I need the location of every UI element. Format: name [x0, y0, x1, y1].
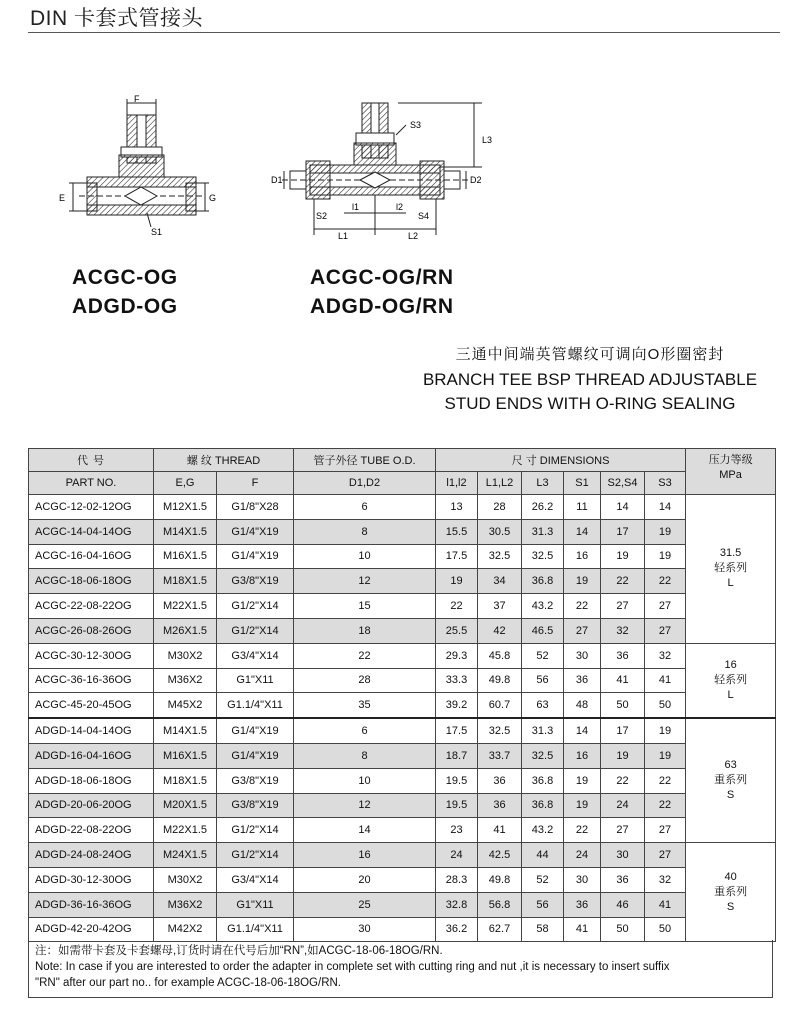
cell-l1l2-small: 17.5: [436, 544, 478, 569]
dim-label-f: F: [134, 95, 140, 104]
header-s1: S1: [564, 472, 601, 495]
cell-thread-eg: M18X1.5: [154, 768, 217, 793]
cell-s2s4: 36: [601, 643, 645, 668]
cell-tube-od: 12: [294, 793, 436, 818]
pressure-rating: 31.5: [719, 547, 742, 560]
cell-thread-f: G1.1/4"X11: [217, 917, 294, 942]
note-english-line1: Note: In case if you are interested to order the adapter in complete set with cutting ring and nut ,it is necessary to insert suffix: [35, 961, 670, 973]
cell-thread-f: G1/4"X19: [217, 743, 294, 768]
table-row: [29, 743, 776, 768]
cell-tube-od: 6: [294, 718, 436, 743]
cell-tube-od: 30: [294, 917, 436, 942]
cell-s1: 19: [564, 768, 601, 793]
cell-s2s4: 22: [601, 768, 645, 793]
cell-tube-od: 15: [294, 594, 436, 619]
cell-s3: 22: [645, 793, 686, 818]
cell-l3: 36.8: [522, 768, 564, 793]
product-code-acgc-og-rn: ACGC-OG/RN: [310, 266, 454, 289]
header-pressure-zh: 压力等级: [708, 454, 753, 466]
pressure-rating: 16: [724, 658, 737, 671]
dim-label-s3: S3: [410, 120, 422, 130]
title-divider: [28, 32, 780, 33]
cell-thread-f: G1.1/4"X11: [217, 693, 294, 718]
cell-l1l2-small: 19.5: [436, 793, 478, 818]
cell-part-no: ADGD-14-04-14OG: [29, 718, 154, 743]
pressure-series-zh: 轻系列: [714, 562, 748, 575]
cell-tube-od: 8: [294, 743, 436, 768]
pressure-rating-group: [686, 495, 776, 644]
cell-s2s4: 17: [601, 718, 645, 743]
cell-s1: 30: [564, 643, 601, 668]
table-row: [29, 843, 776, 868]
dimensions-table: [28, 448, 776, 942]
cell-part-no: ACGC-12-02-12OG: [29, 495, 154, 520]
cell-tube-od: 10: [294, 544, 436, 569]
cell-l1l2: 41: [478, 818, 522, 843]
pressure-rating: 63: [724, 759, 737, 772]
pressure-rating-group: [686, 843, 776, 942]
cell-l1l2: 49.8: [478, 668, 522, 693]
table-row: [29, 718, 776, 743]
cell-part-no: ADGD-16-04-16OG: [29, 743, 154, 768]
cell-l3: 26.2: [522, 495, 564, 520]
pressure-rating-group: [686, 718, 776, 842]
cell-s3: 50: [645, 917, 686, 942]
cell-thread-eg: M30X2: [154, 867, 217, 892]
cell-part-no: ADGD-20-06-20OG: [29, 793, 154, 818]
cell-s3: 27: [645, 594, 686, 619]
cell-l1l2-small: 15.5: [436, 519, 478, 544]
pressure-series: S: [726, 900, 735, 913]
cell-s1: 30: [564, 867, 601, 892]
cell-s1: 16: [564, 743, 601, 768]
cell-l3: 56: [522, 892, 564, 917]
header-code: 代 号: [29, 449, 154, 472]
table-header-row-1: [29, 449, 776, 472]
cell-s3: 19: [645, 544, 686, 569]
cell-s2s4: 50: [601, 693, 645, 718]
cell-l1l2-small: 19: [436, 569, 478, 594]
dim-label-d1: D1: [271, 175, 283, 185]
cell-l3: 63: [522, 693, 564, 718]
cell-l1l2-small: 22: [436, 594, 478, 619]
cell-thread-f: G3/8"X19: [217, 569, 294, 594]
cell-s1: 14: [564, 718, 601, 743]
cell-thread-eg: M26X1.5: [154, 618, 217, 643]
header-eg: E,G: [154, 472, 217, 495]
product-code-acgc-og: ACGC-OG: [72, 266, 178, 289]
table-header-row-2: [29, 472, 776, 495]
table-row: [29, 867, 776, 892]
cell-l3: 56: [522, 668, 564, 693]
cell-thread-eg: M14X1.5: [154, 718, 217, 743]
pressure-series: S: [726, 789, 735, 802]
dim-label-l2: L2: [408, 231, 419, 241]
cell-l1l2-small: 19.5: [436, 768, 478, 793]
header-f: F: [217, 472, 294, 495]
cell-thread-eg: M16X1.5: [154, 544, 217, 569]
tee-drawing-left: [55, 95, 220, 245]
cell-part-no: ADGD-30-12-30OG: [29, 867, 154, 892]
cell-l1l2: 60.7: [478, 693, 522, 718]
cell-l1l2-small: 17.5: [436, 718, 478, 743]
cell-tube-od: 22: [294, 643, 436, 668]
cell-s3: 27: [645, 843, 686, 868]
cell-tube-od: 8: [294, 519, 436, 544]
cell-l1l2: 32.5: [478, 718, 522, 743]
dim-label-s4: S4: [418, 211, 430, 221]
dim-label-s2: S2: [316, 211, 328, 221]
table-row: [29, 818, 776, 843]
pressure-rating: 40: [724, 870, 737, 883]
cell-l1l2: 36: [478, 768, 522, 793]
header-pressure-unit: MPa: [719, 469, 742, 481]
cell-l3: 32.5: [522, 743, 564, 768]
cell-s3: 27: [645, 618, 686, 643]
cell-s1: 14: [564, 519, 601, 544]
cell-thread-eg: M22X1.5: [154, 594, 217, 619]
cell-part-no: ACGC-36-16-36OG: [29, 668, 154, 693]
cell-s1: 36: [564, 668, 601, 693]
cell-part-no: ADGD-24-08-24OG: [29, 843, 154, 868]
product-code-adgd-og-rn: ADGD-OG/RN: [310, 295, 454, 318]
cell-s1: 48: [564, 693, 601, 718]
cell-l1l2-small: 23: [436, 818, 478, 843]
header-part-no: PART NO.: [29, 472, 154, 495]
table-row: [29, 544, 776, 569]
cell-s2s4: 24: [601, 793, 645, 818]
cell-l1l2-small: 13: [436, 495, 478, 520]
header-l1l2-small: l1,l2: [436, 472, 478, 495]
cell-thread-eg: M14X1.5: [154, 519, 217, 544]
cell-l1l2-small: 39.2: [436, 693, 478, 718]
table-row: [29, 892, 776, 917]
cell-l3: 32.5: [522, 544, 564, 569]
cell-thread-eg: M12X1.5: [154, 495, 217, 520]
cell-thread-eg: M18X1.5: [154, 569, 217, 594]
cell-l3: 36.8: [522, 569, 564, 594]
page-title: DIN 卡套式管接头: [30, 7, 203, 30]
cell-thread-f: G1/2"X14: [217, 843, 294, 868]
pressure-series-zh: 重系列: [714, 885, 748, 898]
cell-s3: 32: [645, 867, 686, 892]
caption-english-line1: BRANCH TEE BSP THREAD ADJUSTABLE: [422, 370, 758, 389]
dim-label-g: G: [209, 193, 217, 203]
cell-s2s4: 22: [601, 569, 645, 594]
cell-tube-od: 20: [294, 867, 436, 892]
cell-part-no: ACGC-16-04-16OG: [29, 544, 154, 569]
cell-tube-od: 35: [294, 693, 436, 718]
table-row: [29, 618, 776, 643]
cell-s3: 50: [645, 693, 686, 718]
cell-part-no: ACGC-30-12-30OG: [29, 643, 154, 668]
cell-part-no: ACGC-45-20-45OG: [29, 693, 154, 718]
cell-thread-eg: M36X2: [154, 892, 217, 917]
dim-label-s1: S1: [151, 227, 163, 237]
cell-thread-eg: M22X1.5: [154, 818, 217, 843]
cell-thread-eg: M16X1.5: [154, 743, 217, 768]
cell-l3: 46.5: [522, 618, 564, 643]
cell-s2s4: 36: [601, 867, 645, 892]
cell-thread-f: G1/2"X14: [217, 618, 294, 643]
table-row: [29, 793, 776, 818]
cell-thread-f: G1/4"X19: [217, 544, 294, 569]
cell-thread-f: G1/2"X14: [217, 818, 294, 843]
cell-thread-eg: M20X1.5: [154, 793, 217, 818]
cell-part-no: ACGC-18-06-18OG: [29, 569, 154, 594]
cell-l3: 36.8: [522, 793, 564, 818]
cell-thread-f: G3/8"X19: [217, 793, 294, 818]
cell-s2s4: 46: [601, 892, 645, 917]
cell-s3: 27: [645, 818, 686, 843]
cell-s1: 27: [564, 618, 601, 643]
cell-thread-eg: M45X2: [154, 693, 217, 718]
header-tube-od: 管子外径 TUBE O.D.: [294, 449, 436, 472]
cell-thread-f: G1/4"X19: [217, 519, 294, 544]
cell-s2s4: 50: [601, 917, 645, 942]
cell-tube-od: 6: [294, 495, 436, 520]
table-row: [29, 519, 776, 544]
header-pressure: [686, 449, 776, 495]
header-s3: S3: [645, 472, 686, 495]
cell-s2s4: 30: [601, 843, 645, 868]
cell-l1l2: 37: [478, 594, 522, 619]
cell-l1l2-small: 18.7: [436, 743, 478, 768]
header-d1d2: D1,D2: [294, 472, 436, 495]
pressure-series-zh: 轻系列: [714, 673, 748, 686]
caption-chinese: 三通中间端英管螺纹可调向O形圈密封: [455, 346, 725, 363]
table-row: [29, 594, 776, 619]
cell-tube-od: 12: [294, 569, 436, 594]
cell-l1l2: 32.5: [478, 544, 522, 569]
pressure-rating-group: [686, 643, 776, 718]
cell-s2s4: 27: [601, 818, 645, 843]
cell-tube-od: 10: [294, 768, 436, 793]
cell-l1l2-small: 32.8: [436, 892, 478, 917]
cell-part-no: ADGD-36-16-36OG: [29, 892, 154, 917]
table-row: [29, 693, 776, 718]
product-code-adgd-og: ADGD-OG: [72, 295, 178, 318]
cell-s1: 22: [564, 594, 601, 619]
cell-s3: 14: [645, 495, 686, 520]
note-english-line2: "RN" after our part no.. for example ACGC-18-06-18OG/RN.: [35, 977, 342, 989]
cell-thread-eg: M24X1.5: [154, 843, 217, 868]
cell-thread-eg: M42X2: [154, 917, 217, 942]
cell-l1l2-small: 24: [436, 843, 478, 868]
cell-l1l2: 42: [478, 618, 522, 643]
cell-s1: 24: [564, 843, 601, 868]
cell-thread-eg: M36X2: [154, 668, 217, 693]
header-dimensions: 尺 寸 DIMENSIONS: [436, 449, 686, 472]
cell-l3: 52: [522, 867, 564, 892]
cell-l3: 44: [522, 843, 564, 868]
cell-s1: 22: [564, 818, 601, 843]
cell-s3: 41: [645, 892, 686, 917]
note-chinese: 注：如需带卡套及卡套螺母,订货时请在代号后加“RN”,如ACGC-18-06-18OG/RN.: [35, 945, 443, 957]
cell-l1l2: 42.5: [478, 843, 522, 868]
cell-l1l2-small: 28.3: [436, 867, 478, 892]
cell-part-no: ADGD-18-06-18OG: [29, 768, 154, 793]
cell-tube-od: 16: [294, 843, 436, 868]
cell-s3: 19: [645, 718, 686, 743]
cell-s2s4: 14: [601, 495, 645, 520]
cell-l3: 43.2: [522, 818, 564, 843]
cell-thread-f: G1/8"X28: [217, 495, 294, 520]
header-l1l2: L1,L2: [478, 472, 522, 495]
cell-part-no: ADGD-42-20-42OG: [29, 917, 154, 942]
cell-l3: 31.3: [522, 718, 564, 743]
cell-s2s4: 27: [601, 594, 645, 619]
cell-l1l2: 28: [478, 495, 522, 520]
cell-s3: 41: [645, 668, 686, 693]
header-s2s4: S2,S4: [601, 472, 645, 495]
cell-l1l2: 62.7: [478, 917, 522, 942]
cell-tube-od: 28: [294, 668, 436, 693]
cell-s1: 41: [564, 917, 601, 942]
table-row: [29, 668, 776, 693]
cell-l1l2-small: 29.3: [436, 643, 478, 668]
cell-l3: 58: [522, 917, 564, 942]
tee-drawing-right: [268, 95, 503, 245]
cell-thread-f: G3/4"X14: [217, 643, 294, 668]
cell-thread-f: G3/8"X19: [217, 768, 294, 793]
dim-label-l1-small: l1: [352, 202, 360, 212]
cell-thread-f: G1"X11: [217, 892, 294, 917]
header-thread: 螺 纹 THREAD: [154, 449, 294, 472]
cell-thread-f: G1/4"X19: [217, 718, 294, 743]
cell-s3: 22: [645, 569, 686, 594]
dim-label-d2: D2: [470, 175, 482, 185]
cell-s3: 19: [645, 743, 686, 768]
cell-part-no: ADGD-22-08-22OG: [29, 818, 154, 843]
cell-s1: 19: [564, 569, 601, 594]
cell-s3: 32: [645, 643, 686, 668]
cell-l1l2: 33.7: [478, 743, 522, 768]
cell-s2s4: 32: [601, 618, 645, 643]
dim-label-l1: L1: [338, 231, 349, 241]
cell-s3: 19: [645, 519, 686, 544]
cell-l1l2-small: 33.3: [436, 668, 478, 693]
cell-l1l2: 45.8: [478, 643, 522, 668]
cell-l1l2: 49.8: [478, 867, 522, 892]
cell-l3: 43.2: [522, 594, 564, 619]
cell-s2s4: 19: [601, 544, 645, 569]
table-row: [29, 495, 776, 520]
pressure-series-zh: 重系列: [714, 774, 748, 787]
cell-l1l2: 34: [478, 569, 522, 594]
cell-l3: 52: [522, 643, 564, 668]
cell-part-no: ACGC-26-08-26OG: [29, 618, 154, 643]
cell-l1l2: 30.5: [478, 519, 522, 544]
table-row: [29, 768, 776, 793]
cell-s1: 36: [564, 892, 601, 917]
table-row: [29, 569, 776, 594]
cell-tube-od: 18: [294, 618, 436, 643]
table-row: [29, 917, 776, 942]
cell-thread-f: G1"X11: [217, 668, 294, 693]
dim-label-l2-small: l2: [396, 202, 404, 212]
cell-s2s4: 19: [601, 743, 645, 768]
cell-thread-eg: M30X2: [154, 643, 217, 668]
cell-part-no: ACGC-14-04-14OG: [29, 519, 154, 544]
cell-l3: 31.3: [522, 519, 564, 544]
header-l3: L3: [522, 472, 564, 495]
cell-l1l2-small: 25.5: [436, 618, 478, 643]
cell-s2s4: 17: [601, 519, 645, 544]
cell-tube-od: 25: [294, 892, 436, 917]
cell-s1: 16: [564, 544, 601, 569]
cell-s2s4: 41: [601, 668, 645, 693]
dim-label-l3: L3: [482, 135, 493, 145]
cell-l1l2: 36: [478, 793, 522, 818]
cell-tube-od: 14: [294, 818, 436, 843]
cell-l1l2: 56.8: [478, 892, 522, 917]
cell-s1: 19: [564, 793, 601, 818]
cell-s3: 22: [645, 768, 686, 793]
order-note: [28, 940, 773, 998]
table-row: [29, 643, 776, 668]
cell-thread-f: G3/4"X14: [217, 867, 294, 892]
pressure-series: L: [727, 688, 734, 701]
cell-s1: 11: [564, 495, 601, 520]
dim-label-e: E: [59, 193, 66, 203]
cell-l1l2-small: 36.2: [436, 917, 478, 942]
cell-thread-f: G1/2"X14: [217, 594, 294, 619]
caption-english-line2: STUD ENDS WITH O-RING SEALING: [444, 394, 736, 413]
cell-part-no: ACGC-22-08-22OG: [29, 594, 154, 619]
pressure-series: L: [727, 577, 734, 590]
